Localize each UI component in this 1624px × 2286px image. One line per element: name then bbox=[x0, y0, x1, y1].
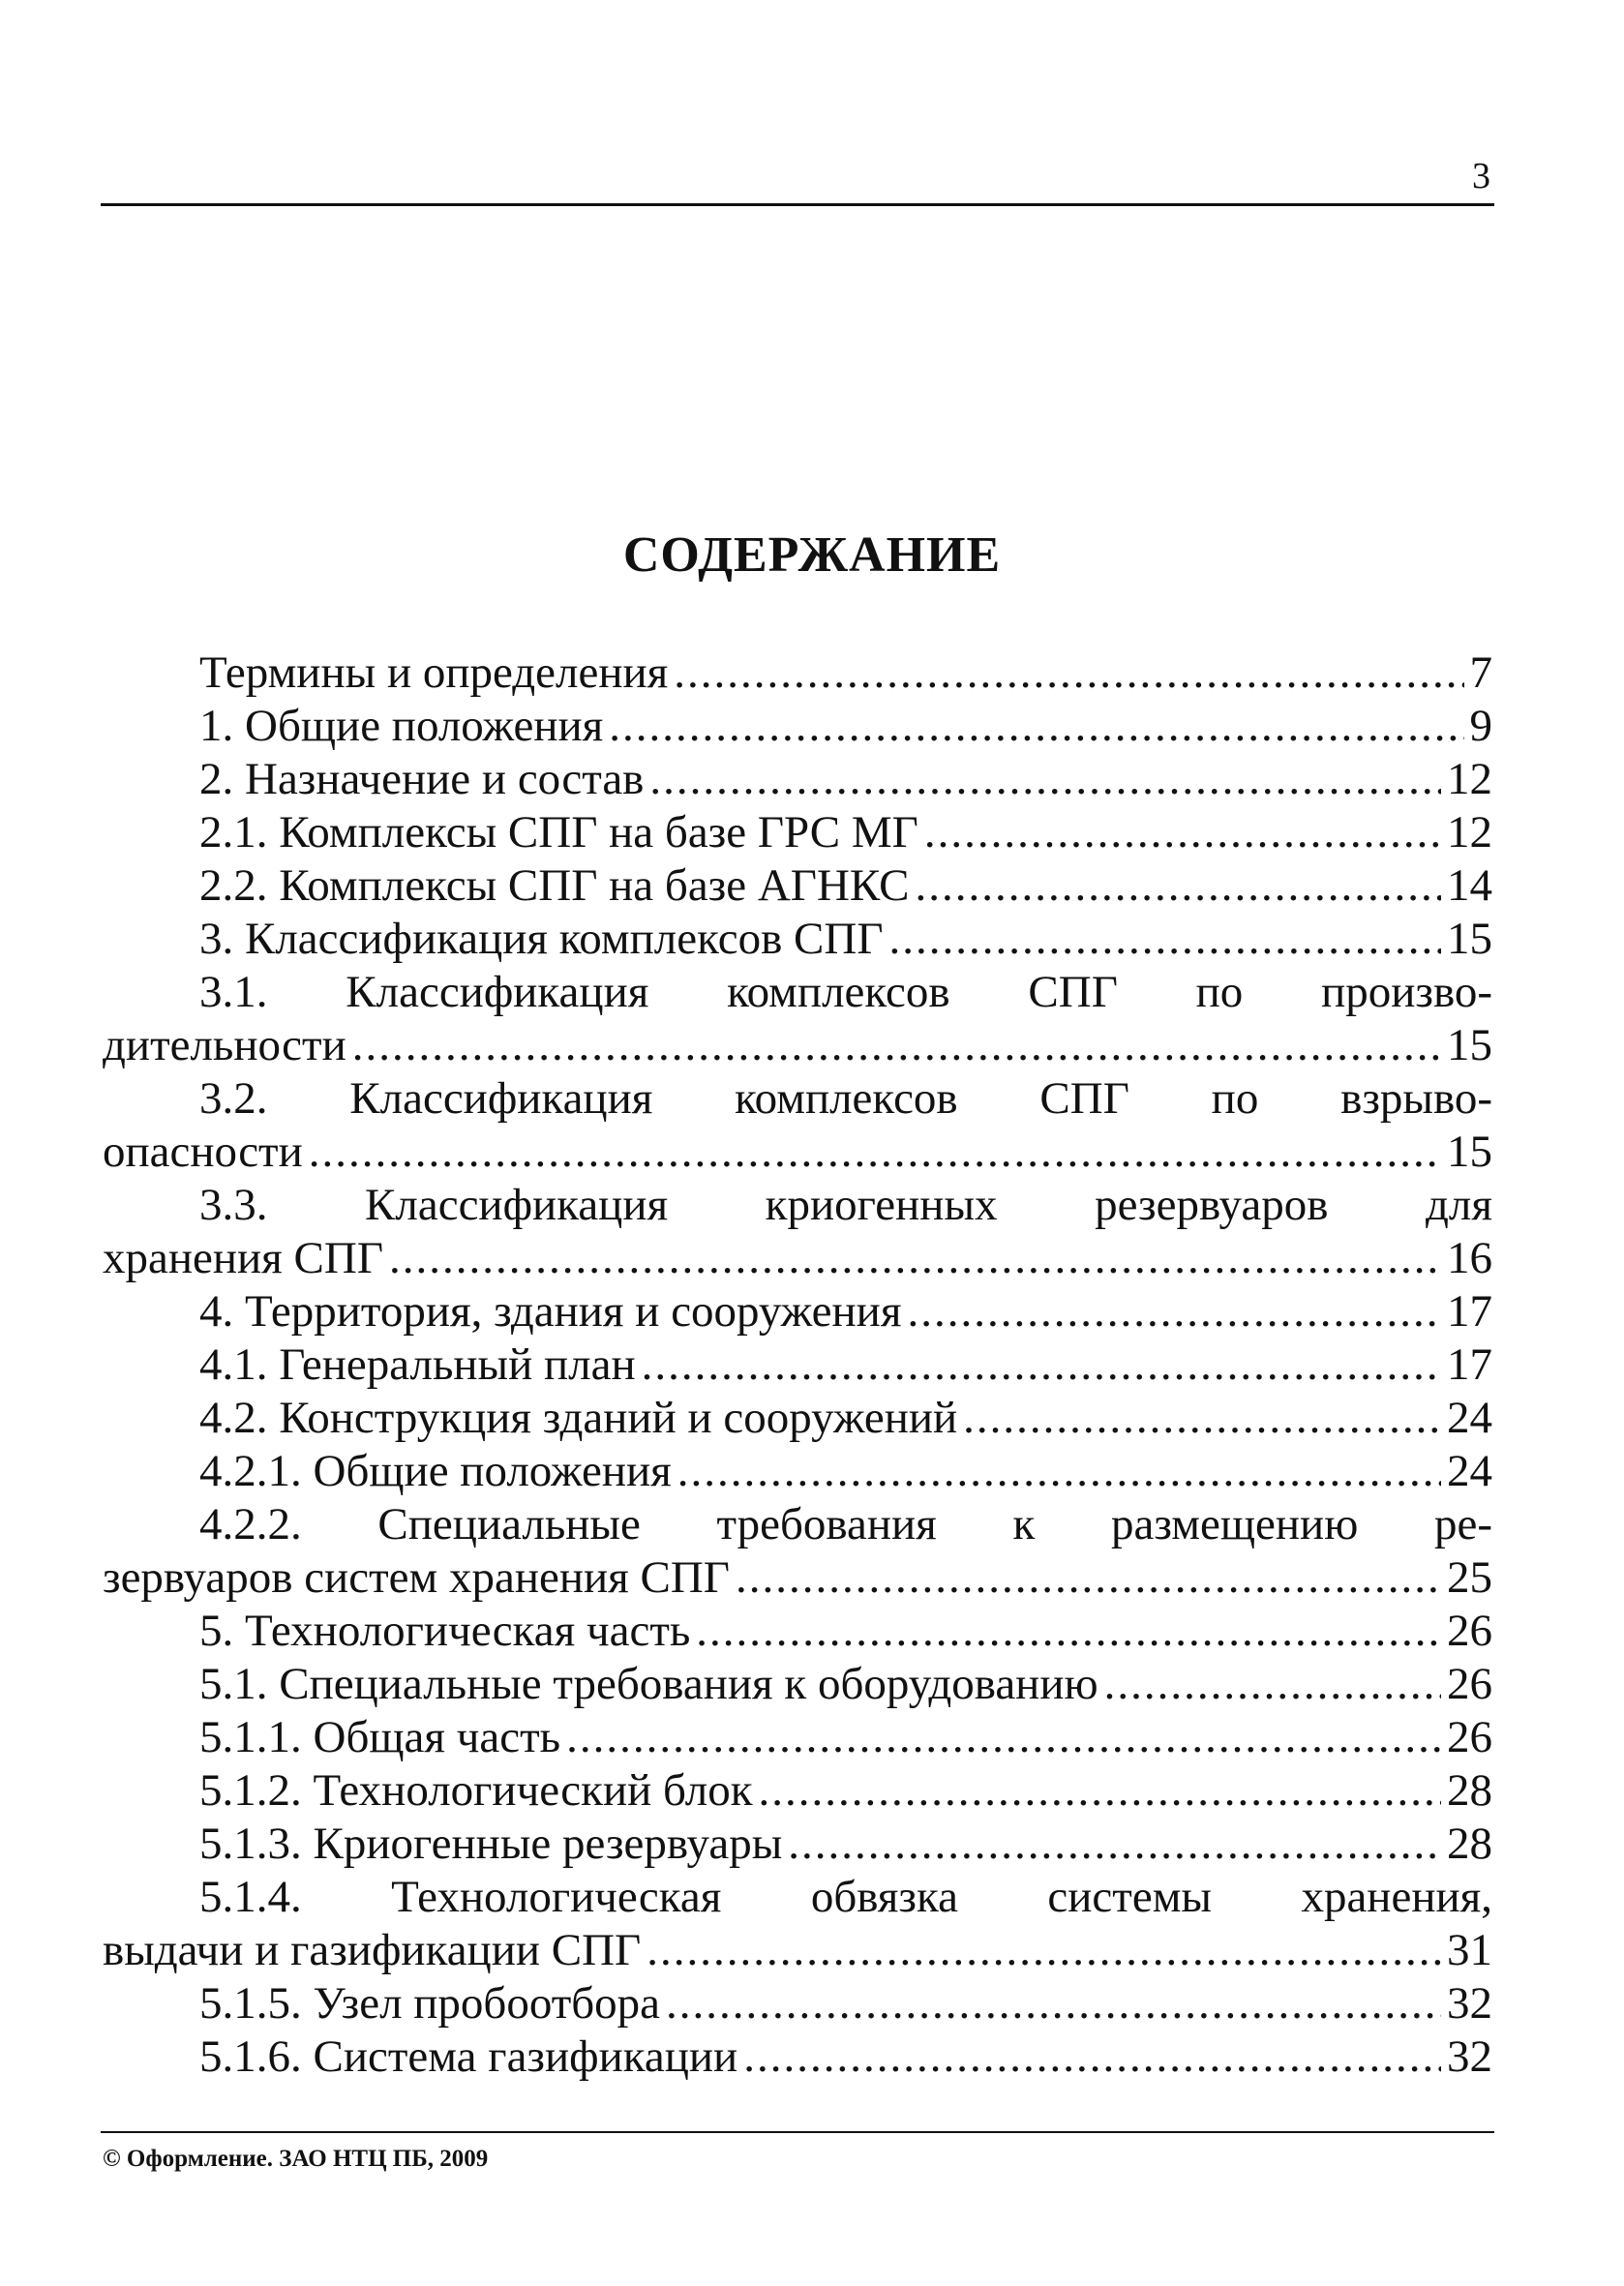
toc-entry-page: 16 bbox=[1447, 1233, 1492, 1283]
header-rule bbox=[101, 203, 1494, 206]
toc-entry-title: 4.2. Конструкция зданий и сооружений bbox=[199, 1393, 958, 1443]
toc-entry-page: 25 bbox=[1447, 1552, 1492, 1603]
toc-entry-title: 3.1. Классификация комплексов СПГ по произво- bbox=[199, 967, 1492, 1017]
toc-entry-page: 15 bbox=[1447, 1127, 1492, 1177]
toc-leader-dots bbox=[309, 1126, 1441, 1179]
toc-entry-title: 2.1. Комплексы СПГ на базе ГРС МГ bbox=[199, 807, 918, 857]
toc-entry-page: 26 bbox=[1447, 1712, 1492, 1762]
toc-entry-title: зервуаров систем хранения СПГ bbox=[103, 1552, 730, 1603]
toc-entry-page: 26 bbox=[1447, 1659, 1492, 1709]
toc-entry[interactable] bbox=[103, 966, 1492, 1072]
toc-entry-title: 1. Общие положения bbox=[199, 701, 604, 751]
toc-entry[interactable] bbox=[103, 1072, 1492, 1179]
toc-entry-title: 3.2. Классификация комплексов СПГ по взрыво- bbox=[199, 1073, 1492, 1124]
toc-entry-title: дительности bbox=[103, 1020, 346, 1070]
toc-entry-title: 5.1.5. Узел пробоотбора bbox=[199, 1978, 661, 2029]
toc-entry-title: 4. Территория, здания и сооружения bbox=[199, 1286, 902, 1337]
toc-entry[interactable] bbox=[103, 1658, 1492, 1711]
toc-entry[interactable] bbox=[103, 1339, 1492, 1392]
toc-entry-page: 24 bbox=[1447, 1393, 1492, 1443]
toc-entry[interactable] bbox=[103, 1392, 1492, 1445]
toc-entry-page: 15 bbox=[1447, 1020, 1492, 1070]
toc-entry-title: 2.2. Комплексы СПГ на базе АГНКС bbox=[199, 860, 910, 911]
toc-leader-dots bbox=[609, 700, 1463, 753]
toc-entry-title: 2. Назначение и состав bbox=[199, 754, 645, 804]
toc-leader-dots bbox=[924, 806, 1441, 859]
toc-entry-title: 4.1. Генеральный план bbox=[199, 1339, 636, 1390]
toc-entry-title: опасности bbox=[103, 1127, 303, 1177]
toc-entry-page: 24 bbox=[1447, 1446, 1492, 1496]
toc-entry-title: 5.1.2. Технологический блок bbox=[199, 1765, 753, 1816]
toc-leader-dots bbox=[759, 1764, 1441, 1818]
toc-entry-page: 32 bbox=[1447, 1978, 1492, 2029]
toc-leader-dots bbox=[907, 1285, 1441, 1339]
toc-entry[interactable] bbox=[103, 806, 1492, 859]
toc-entry-page: 12 bbox=[1447, 807, 1492, 857]
toc-entry[interactable] bbox=[103, 1711, 1492, 1764]
toc-leader-dots bbox=[677, 1445, 1441, 1498]
toc-entry[interactable] bbox=[103, 700, 1492, 753]
toc-entry-page: 17 bbox=[1447, 1339, 1492, 1390]
toc-entry-page: 7 bbox=[1469, 647, 1492, 698]
toc-entry[interactable] bbox=[103, 913, 1492, 966]
toc-leader-dots bbox=[642, 1339, 1441, 1392]
page-number: 3 bbox=[1472, 156, 1490, 196]
toc-entry-title: 5.1.4. Технологическая обвязка системы хранения, bbox=[199, 1872, 1492, 1922]
footer-copyright: © Оформление. ЗАО НТЦ ПБ, 2009 bbox=[103, 2146, 489, 2172]
toc-entry[interactable] bbox=[103, 1445, 1492, 1498]
toc-entry-title: хранения СПГ bbox=[103, 1233, 384, 1283]
toc-entry[interactable] bbox=[103, 859, 1492, 913]
toc-entry-title: 4.2.2. Специальные требования к размещению ре- bbox=[199, 1499, 1492, 1549]
toc-leader-dots bbox=[389, 1232, 1441, 1285]
toc-entry[interactable] bbox=[103, 1977, 1492, 2030]
toc-entry[interactable] bbox=[103, 1764, 1492, 1818]
toc-leader-dots bbox=[566, 1711, 1441, 1764]
toc-entry-title: 5.1.1. Общая часть bbox=[199, 1712, 561, 1762]
toc-leader-dots bbox=[352, 1019, 1441, 1072]
toc-entry-title: 3. Классификация комплексов СПГ bbox=[199, 914, 884, 964]
toc-leader-dots bbox=[1104, 1658, 1441, 1711]
table-of-contents bbox=[103, 647, 1492, 2084]
toc-entry[interactable] bbox=[103, 1871, 1492, 1977]
toc-entry-title: 5. Технологическая часть bbox=[199, 1606, 691, 1656]
toc-entry[interactable] bbox=[103, 1285, 1492, 1339]
toc-entry-page: 31 bbox=[1447, 1925, 1492, 1975]
toc-entry-title: Термины и определения bbox=[199, 647, 669, 698]
toc-entry-page: 28 bbox=[1447, 1765, 1492, 1816]
toc-leader-dots bbox=[788, 1818, 1441, 1871]
toc-leader-dots bbox=[666, 1977, 1441, 2030]
toc-leader-dots bbox=[649, 753, 1441, 806]
toc-entry[interactable] bbox=[103, 2030, 1492, 2084]
toc-leader-dots bbox=[743, 2030, 1441, 2084]
toc-leader-dots bbox=[889, 913, 1442, 966]
toc-entry-title: 4.2.1. Общие положения bbox=[199, 1446, 672, 1496]
toc-entry[interactable] bbox=[103, 1818, 1492, 1871]
toc-entry-title: 5.1. Специальные требования к оборудованию bbox=[199, 1659, 1098, 1709]
toc-entry-title: 5.1.6. Система газификации bbox=[199, 2031, 738, 2082]
toc-entry-page: 32 bbox=[1447, 2031, 1492, 2082]
toc-leader-dots bbox=[736, 1551, 1441, 1605]
toc-entry[interactable] bbox=[103, 753, 1492, 806]
page-title: СОДЕРЖАНИЕ bbox=[622, 527, 1002, 583]
toc-entry[interactable] bbox=[103, 1605, 1492, 1658]
toc-entry-page: 9 bbox=[1469, 701, 1492, 751]
toc-entry-page: 28 bbox=[1447, 1819, 1492, 1869]
toc-leader-dots bbox=[915, 859, 1441, 913]
toc-leader-dots bbox=[696, 1605, 1441, 1658]
toc-entry-page: 15 bbox=[1447, 914, 1492, 964]
toc-entry[interactable] bbox=[103, 1179, 1492, 1285]
toc-leader-dots bbox=[674, 647, 1463, 700]
footer-rule bbox=[101, 2131, 1494, 2133]
toc-leader-dots bbox=[647, 1924, 1441, 1977]
toc-leader-dots bbox=[963, 1392, 1441, 1445]
toc-entry-title: выдачи и газификации СПГ bbox=[103, 1925, 642, 1975]
toc-entry-page: 12 bbox=[1447, 754, 1492, 804]
toc-entry-page: 14 bbox=[1447, 860, 1492, 911]
toc-entry-title: 5.1.3. Криогенные резервуары bbox=[199, 1819, 783, 1869]
toc-entry-page: 26 bbox=[1447, 1606, 1492, 1656]
toc-entry-title: 3.3. Классификация криогенных резервуаров для bbox=[199, 1180, 1492, 1230]
toc-entry[interactable] bbox=[103, 647, 1492, 700]
toc-entry-page: 17 bbox=[1447, 1286, 1492, 1337]
toc-entry[interactable] bbox=[103, 1498, 1492, 1605]
